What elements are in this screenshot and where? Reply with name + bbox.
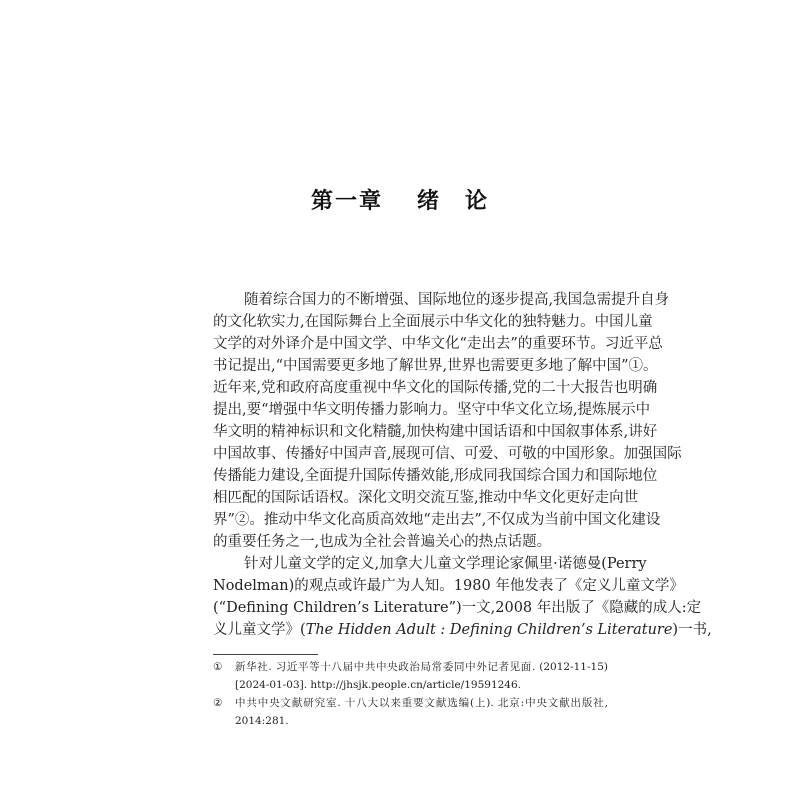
text-segment: 的文化软实力,在国际舞台上全面展示中华文化的独特魅力。中国儿童 — [213, 314, 653, 330]
text-line — [213, 619, 712, 641]
text-segment: 书记提出,“中国需要更多地了解世界,世界也需要更多地了解中国”①。 — [213, 358, 658, 374]
footnotes — [213, 658, 608, 730]
text-line — [213, 377, 658, 399]
text-line — [213, 333, 663, 355]
text-line — [213, 531, 606, 553]
text-line — [213, 311, 653, 333]
text-segment: 文学的对外译介是中国文学、中华文化“走出去”的重要环节。习近平总 — [213, 336, 663, 352]
footnote-text: 新华社. 习近平等十八届中共中央政治局常委同中外记者见面. (2012-11-15)[2024-01-03]. http://jhsjk.people.cn/article/19591246. — [235, 661, 608, 691]
text-line — [213, 421, 658, 443]
text-line — [213, 487, 639, 509]
text-segment: 传播能力建设,全面提升国际传播效能,形成同我国综合国力和国际地位 — [213, 468, 658, 484]
footnote-text: 中共中央文献研究室. 十八大以来重要文献选编(上). 北京:中央文献出版社, 2014:281. — [235, 697, 608, 727]
text-line — [213, 399, 651, 421]
text-segment: 义儿童文学》( — [213, 622, 306, 638]
text-segment: 华文明的精神标识和文化精髓,加快构建中国话语和中国叙事体系,讲好 — [213, 424, 658, 440]
chapter-heading — [0, 184, 800, 215]
chapter-title: 绪 论 — [417, 188, 490, 214]
text-segment: 的重要任务之一,也成为全社会普遍关心的热点话题。 — [213, 534, 552, 550]
text-segment: 中国故事、传播好中国声音,展现可信、可爱、可敬的中国形象。加强国际 — [213, 446, 682, 462]
text-line — [213, 575, 684, 597]
footnote-marker: ① — [213, 661, 223, 673]
text-segment: )一书, — [672, 622, 712, 638]
footnote — [213, 694, 608, 730]
chapter-number: 第一章 — [310, 188, 383, 214]
text-segment: 界”②。推动中华文化高质高效地“走出去”,不仅成为当前中国文化建设 — [213, 512, 661, 528]
body-text — [213, 289, 712, 641]
text-segment: 针对儿童文学的定义,加拿大儿童文学理论家佩里·诺德曼(Perry — [244, 556, 647, 572]
text-segment: (“Defining Children’s Literature”)一文,2008 年出版了《隐藏的成人:定 — [213, 600, 702, 616]
italic-title: The Hidden Adult : Defining Children’s Literature — [305, 622, 673, 638]
text-line — [213, 355, 658, 377]
footnote-marker: ② — [213, 697, 223, 709]
footnote-divider — [213, 654, 318, 655]
text-segment: 近年来,党和政府高度重视中华文化的国际传播,党的二十大报告也明确 — [213, 380, 658, 396]
text-line — [213, 289, 670, 311]
text-line — [213, 597, 702, 619]
text-line — [213, 443, 682, 465]
text-segment: 相匹配的国际话语权。深化文明交流互鉴,推动中华文化更好走向世 — [213, 490, 639, 506]
footnote — [213, 658, 608, 694]
text-segment: Nodelman)的观点或许最广为人知。1980 年他发表了《定义儿童文学》 — [213, 578, 684, 594]
text-line — [213, 553, 647, 575]
text-line — [213, 509, 661, 531]
text-segment: 随着综合国力的不断增强、国际地位的逐步提高,我国急需提升自身 — [244, 292, 670, 308]
text-segment: 提出,要“增强中华文明传播力影响力。坚守中华文化立场,提炼展示中 — [213, 402, 651, 418]
text-line — [213, 465, 658, 487]
